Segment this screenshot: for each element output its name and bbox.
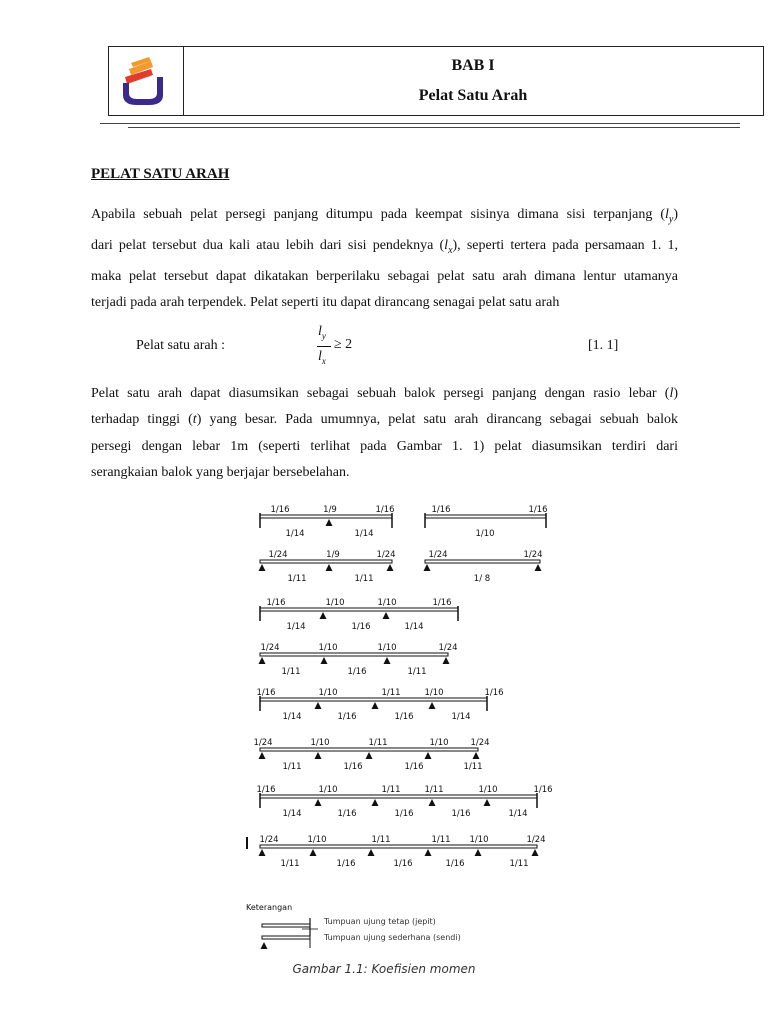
- text: terhadap tinggi (: [91, 412, 193, 428]
- bottom-coefficient-label: 1/11: [463, 762, 483, 772]
- bottom-coefficient-label: 1/16: [351, 622, 371, 632]
- simple-beam: [260, 748, 478, 751]
- bottom-coefficient-label: 1/16: [337, 712, 357, 722]
- top-coefficient-label: 1/11: [381, 785, 401, 795]
- bottom-coefficient-label: 1/11: [282, 762, 302, 772]
- bottom-coefficient-label: 1/16: [337, 809, 357, 819]
- bottom-coefficient-label: 1/16: [343, 762, 363, 772]
- top-coefficient-label: 1/24: [526, 835, 546, 845]
- interior-support-icon: [372, 702, 379, 709]
- math-var: l: [318, 324, 322, 339]
- equation-number: [1. 1]: [588, 338, 619, 353]
- top-coefficient-label: 1/16: [431, 505, 451, 515]
- bottom-coefficient-label: 1/11: [281, 667, 301, 677]
- legend-title: Keterangan: [246, 903, 293, 912]
- interior-support-icon: [315, 752, 322, 759]
- top-coefficient-label: 1/24: [470, 738, 490, 748]
- top-coefficient-label: 1/11: [431, 835, 451, 845]
- chapter-title: Pelat Satu Arah: [418, 87, 528, 104]
- top-coefficient-label: 1/10: [429, 738, 449, 748]
- fixed-beam: [260, 795, 537, 798]
- legend-simple-beam: [262, 936, 310, 939]
- bottom-coefficient-label: 1/11: [287, 574, 307, 584]
- bottom-coefficient-label: 1/16: [445, 859, 465, 869]
- top-coefficient-label: 1/24: [253, 738, 273, 748]
- top-coefficient-label: 1/16: [270, 505, 290, 515]
- top-coefficient-label: 1/16: [484, 688, 504, 698]
- top-coefficient-label: 1/9: [326, 550, 340, 560]
- top-coefficient-label: 1/16: [533, 785, 553, 795]
- top-coefficient-label: 1/11: [371, 835, 391, 845]
- bottom-coefficient-label: 1/14: [508, 809, 528, 819]
- equation-relation: ≥ 2: [334, 337, 353, 352]
- top-coefficient-label: 1/10: [318, 785, 338, 795]
- interior-support-icon: [429, 799, 436, 806]
- top-coefficient-label: 1/10: [377, 598, 397, 608]
- interior-support-icon: [315, 799, 322, 806]
- interior-support-icon: [366, 752, 373, 759]
- top-coefficient-label: 1/10: [325, 598, 345, 608]
- bottom-coefficient-label: 1/14: [282, 809, 302, 819]
- top-coefficient-label: 1/24: [523, 550, 543, 560]
- bottom-coefficient-label: 1/16: [394, 712, 414, 722]
- top-coefficient-label: 1/10: [424, 688, 444, 698]
- pin-support-icon: [387, 564, 394, 571]
- pin-support-icon: [443, 657, 450, 664]
- top-coefficient-label: 1/10: [318, 643, 338, 653]
- text: ), seperti tertera pada persamaan 1. 1,: [452, 238, 678, 254]
- interior-support-icon: [326, 519, 333, 526]
- bottom-coefficient-label: 1/ 8: [473, 574, 491, 584]
- pin-support-icon: [259, 564, 266, 571]
- fixed-beam: [260, 608, 458, 611]
- bottom-coefficient-label: 1/14: [404, 622, 424, 632]
- legend-item-fixed: Tumpuan ujung tetap (jepit): [324, 917, 436, 926]
- simple-beam: [260, 845, 537, 848]
- bottom-coefficient-label: 1/14: [282, 712, 302, 722]
- math-var: l: [444, 238, 449, 254]
- interior-support-icon: [372, 799, 379, 806]
- top-coefficient-label: 1/16: [266, 598, 286, 608]
- bottom-coefficient-label: 1/14: [354, 529, 374, 539]
- top-coefficient-label: 1/16: [528, 505, 548, 515]
- legend-item-simple: Tumpuan ujung sederhana (sendi): [324, 933, 461, 942]
- top-coefficient-label: 1/16: [256, 688, 276, 698]
- bottom-coefficient-label: 1/11: [280, 859, 300, 869]
- top-coefficient-label: 1/16: [432, 598, 452, 608]
- interior-support-icon: [475, 849, 482, 856]
- fixed-beam: [425, 515, 546, 518]
- top-coefficient-label: 1/10: [377, 643, 397, 653]
- bottom-coefficient-label: 1/16: [393, 859, 413, 869]
- pin-support-icon: [532, 849, 539, 856]
- bottom-coefficient-label: 1/16: [451, 809, 471, 819]
- bottom-coefficient-label: 1/14: [286, 622, 306, 632]
- top-coefficient-label: 1/9: [323, 505, 337, 515]
- interior-support-icon: [321, 657, 328, 664]
- math-sub: x: [448, 244, 453, 256]
- bottom-coefficient-label: 1/16: [404, 762, 424, 772]
- text: ): [673, 386, 678, 401]
- interior-support-icon: [429, 702, 436, 709]
- math-var: l: [318, 349, 322, 364]
- top-coefficient-label: 1/24: [260, 643, 280, 653]
- math-sub: y: [668, 213, 674, 225]
- top-coefficient-label: 1/24: [376, 550, 396, 560]
- top-coefficient-label: 1/10: [478, 785, 498, 795]
- top-coefficient-label: 1/10: [307, 835, 327, 845]
- paragraph-2-line-4: serangkaian balok yang berjajar bersebelahan.: [91, 464, 350, 480]
- interior-support-icon: [315, 702, 322, 709]
- paragraph-2-line-3: persegi dengan lebar 1m (seperti terlihat pada Gambar 1. 1) pelat diasumsikan terdiri dari: [91, 438, 678, 454]
- bottom-coefficient-label: 1/10: [475, 529, 495, 539]
- top-coefficient-label: 1/10: [469, 835, 489, 845]
- pin-support-icon: [259, 849, 266, 856]
- text: dari pelat tersebut dua kali atau lebih dari sisi pendeknya (: [91, 238, 445, 254]
- interior-support-icon: [425, 752, 432, 759]
- text: ): [673, 207, 678, 222]
- section-title: PELAT SATU ARAH: [91, 166, 230, 182]
- pin-support-icon: [473, 752, 480, 759]
- interior-support-icon: [320, 612, 327, 619]
- text: ) yang besar. Pada umumnya, pelat satu arah dirancang sebagai sebuah balok: [196, 412, 678, 428]
- fixed-beam: [260, 698, 487, 701]
- text: Apabila sebuah pelat persegi panjang ditumpu pada keempat sisinya dimana sisi terpanjang (: [91, 207, 665, 222]
- interior-support-icon: [326, 564, 333, 571]
- top-coefficient-label: 1/10: [310, 738, 330, 748]
- top-coefficient-label: 1/11: [424, 785, 444, 795]
- bottom-coefficient-label: 1/11: [354, 574, 374, 584]
- equation-label: Pelat satu arah :: [136, 338, 226, 353]
- simple-beam: [260, 653, 448, 656]
- interior-support-icon: [384, 657, 391, 664]
- simple-beam: [425, 560, 540, 563]
- bottom-coefficient-label: 1/16: [394, 809, 414, 819]
- top-coefficient-label: 1/11: [381, 688, 401, 698]
- paragraph-1-line-4: terjadi pada arah terpendek. Pelat seperti itu dapat dirancang senagai pelat satu arah: [91, 295, 560, 311]
- math-var: t: [192, 412, 197, 428]
- bottom-coefficient-label: 1/11: [509, 859, 529, 869]
- top-coefficient-label: 1/10: [318, 688, 338, 698]
- bottom-coefficient-label: 1/11: [407, 667, 427, 677]
- margin-mark: [246, 837, 248, 849]
- top-coefficient-label: 1/24: [428, 550, 448, 560]
- bottom-coefficient-label: 1/16: [336, 859, 356, 869]
- figure-caption: Gambar 1.1: Koefisien momen: [292, 962, 476, 976]
- legend-fixed-beam: [262, 924, 310, 927]
- top-coefficient-label: 1/11: [368, 738, 388, 748]
- paragraph-1-line-3: maka pelat tersebut dapat dikatakan berperilaku sebagai pelat satu arah dimana lentur utamanya: [91, 269, 678, 285]
- interior-support-icon: [368, 849, 375, 856]
- math-var: l: [669, 386, 674, 401]
- chapter-label: BAB I: [451, 57, 495, 74]
- math-var: l: [664, 207, 669, 222]
- math-sub: y: [321, 330, 326, 341]
- bottom-coefficient-label: 1/16: [347, 667, 367, 677]
- interior-support-icon: [484, 799, 491, 806]
- text: Pelat satu arah dapat diasumsikan sebagai sebuah balok persegi panjang dengan rasio lebar (: [91, 386, 670, 401]
- pin-support-icon: [259, 752, 266, 759]
- bottom-coefficient-label: 1/14: [285, 529, 305, 539]
- top-coefficient-label: 1/16: [375, 505, 395, 515]
- math-sub: x: [321, 355, 326, 366]
- legend-pin-icon: [261, 942, 268, 949]
- interior-support-icon: [383, 612, 390, 619]
- top-coefficient-label: 1/24: [259, 835, 279, 845]
- top-coefficient-label: 1/24: [438, 643, 458, 653]
- pin-support-icon: [535, 564, 542, 571]
- simple-beam: [260, 560, 392, 563]
- top-coefficient-label: 1/16: [256, 785, 276, 795]
- pin-support-icon: [259, 657, 266, 664]
- top-coefficient-label: 1/24: [268, 550, 288, 560]
- fixed-beam: [260, 515, 392, 518]
- pin-support-icon: [424, 564, 431, 571]
- interior-support-icon: [425, 849, 432, 856]
- interior-support-icon: [310, 849, 317, 856]
- bottom-coefficient-label: 1/14: [451, 712, 471, 722]
